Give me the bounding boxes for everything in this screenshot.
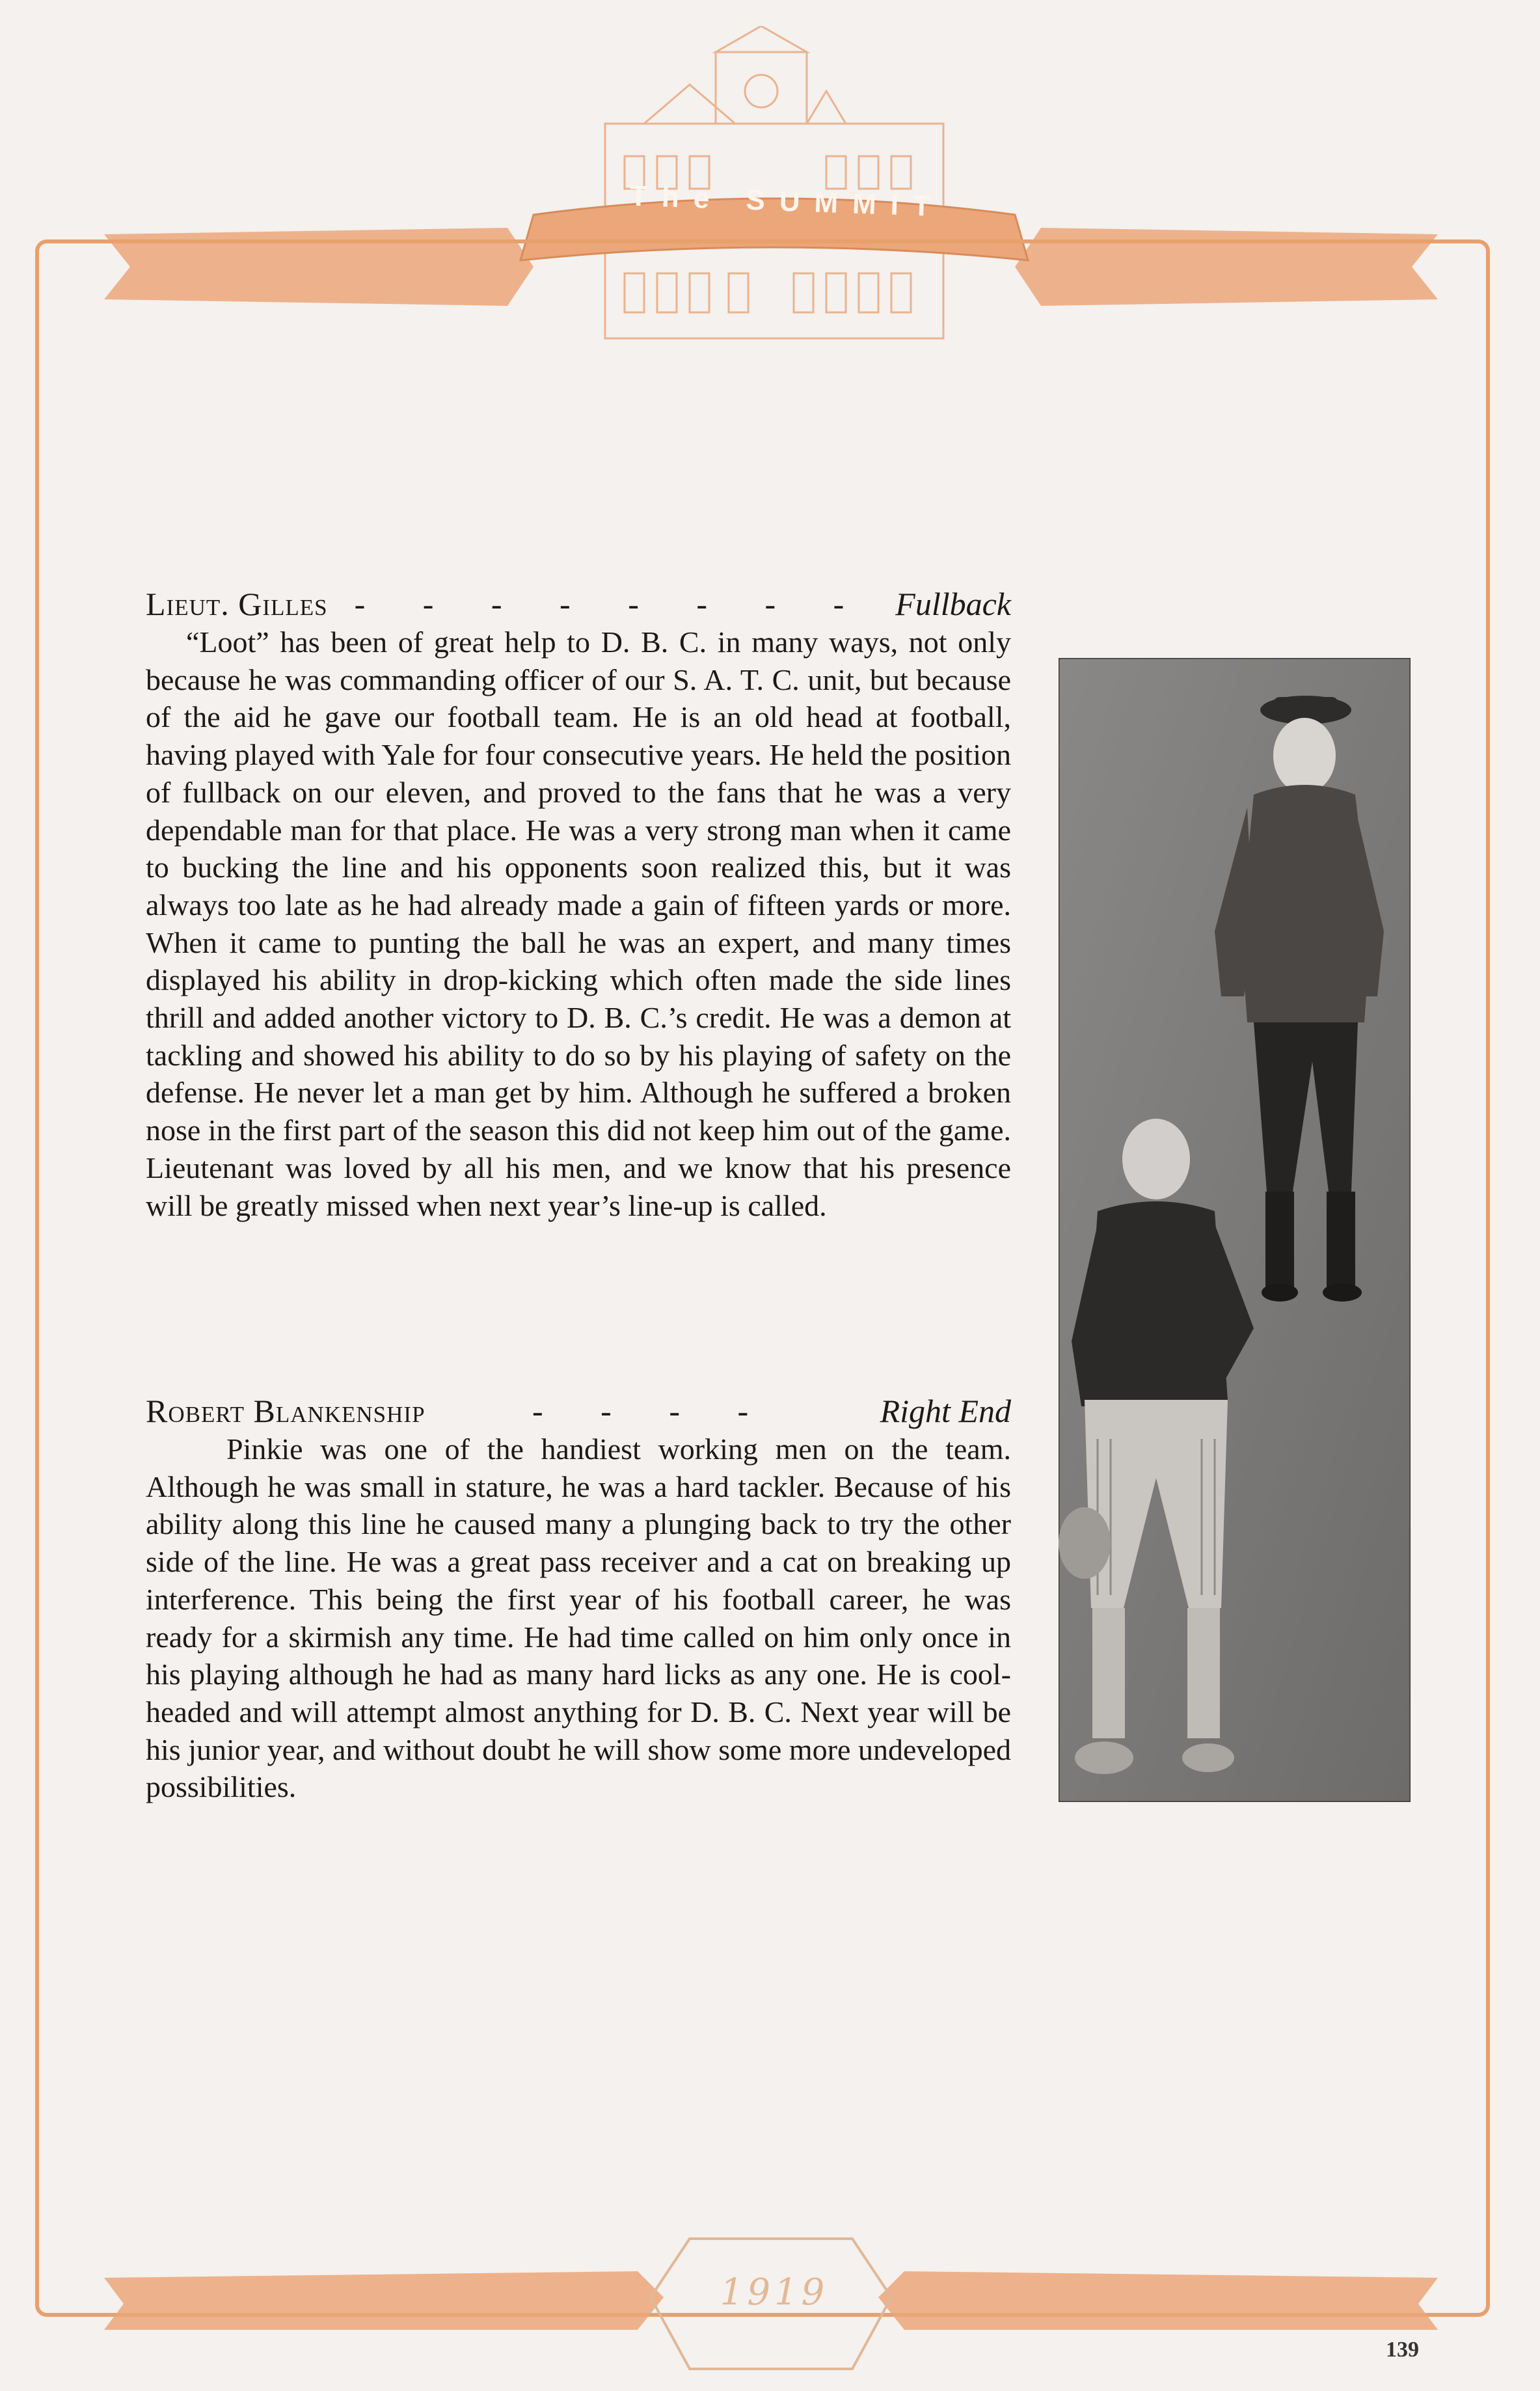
entry-heading <box>146 1391 1011 1430</box>
heading-dashes: - - - - <box>532 1393 774 1429</box>
footer-year-emblem: 1919 <box>720 2271 829 2314</box>
player-position: Fullback <box>895 586 1011 622</box>
entry-heading <box>146 584 1011 623</box>
heading-dashes: - - - - - - - - <box>354 586 869 622</box>
player-position: Right End <box>880 1393 1011 1429</box>
player-entry-blankenship <box>146 1391 1011 1806</box>
banner-title: The SUMMIT <box>629 180 945 223</box>
player-entry-gilles <box>146 584 1011 1224</box>
player-description: Pinkie was one of the handiest working men on the team. Although he was small in stature, he was a hard tackler. Because of his ability along this line he caused many a plunging back to try the other side of the line. He was a great pass receiver and a cat on breaking up interference. This being the first year of his football career, he was ready for a skirmish any time. He had time called on him only once in his playing although he had as many hard licks as any one. He is cool-headed and will attempt almost anything for D. B. C. Next year will be his junior year, and without doubt he will show some more undeveloped possibilities. <box>146 1432 1011 1804</box>
page-number: 139 <box>1386 2338 1419 2362</box>
player-name: Robert Blankenship <box>146 1393 426 1429</box>
player-description: “Loot” has been of great help to D. B. C. in many ways, not only because he was commanding officer of our S. A. T. C. unit, but because of the aid he gave our football team. He is an old head at football, having played with Yale for four consecutive years. He held the position of fullback on our eleven, and proved to the fans that he was a very dependable man for that place. He was a very strong man when it came to bucking the line and his opponents soon realized this, but it was always too late as he had already made a gain of fifteen yards or more. When it came to punting the ball he was an expert, and many times displayed his ability in drop-kicking which often made the side lines thrill and added another victory to D. B. C.’s credit. He was a demon at tackling and showed his ability to do so by his playing of safety on the defense. He never let a man get by him. Although he suffered a broken nose in the first part of the season this did not keep him out of the game. Lieutenant was loved by all his men, and we know that his presence will be greatly missed when next year’s line-up is called. <box>146 625 1011 1222</box>
player-name: Lieut. Gilles <box>146 586 328 622</box>
players-photograph <box>1059 658 1411 1802</box>
